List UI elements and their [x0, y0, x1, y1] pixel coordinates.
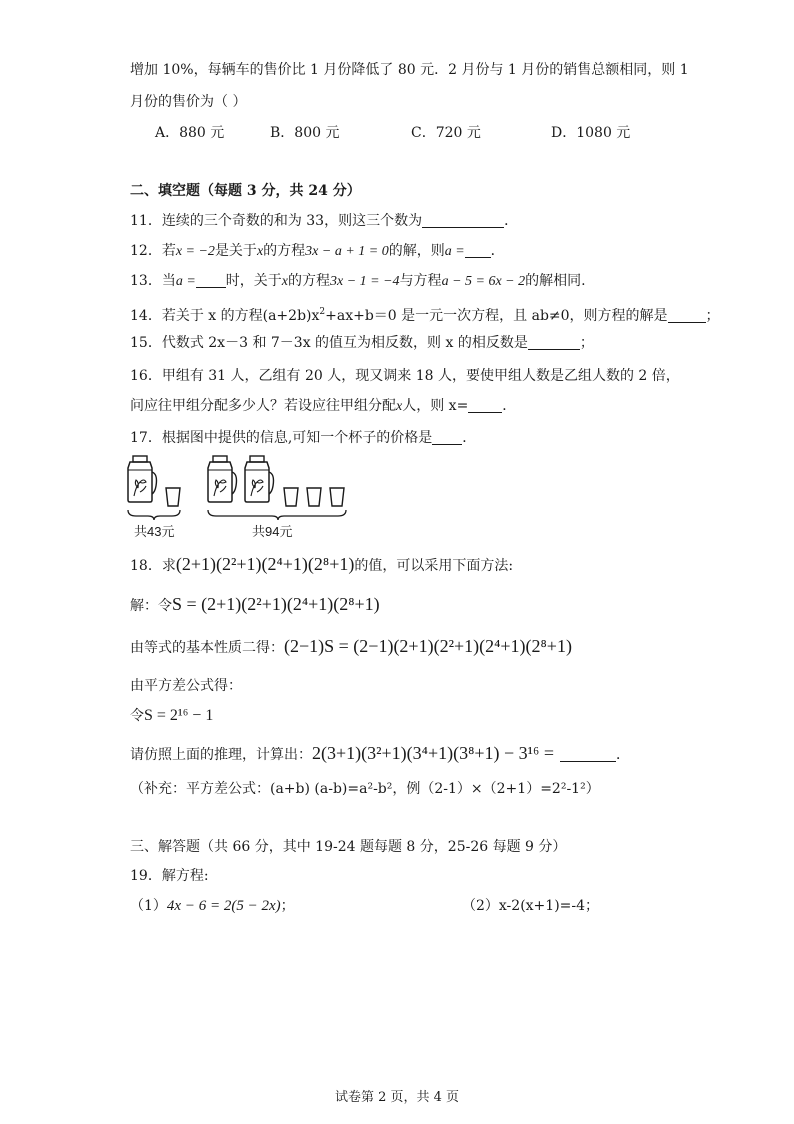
q10-line2: 月份的售价为（ ）: [130, 94, 247, 110]
q18-sol-label: 解：令: [130, 598, 172, 614]
right-total-label: 共94元: [252, 524, 293, 539]
q13-text-5: 的解相同.: [525, 273, 586, 289]
q11-num: 11．: [130, 213, 162, 229]
q14-text-2: +ax+b＝0 是一元一次方程，且 ab≠0，则方程的解是: [325, 308, 668, 324]
q12: [130, 241, 505, 262]
q18-task-label: 请仿照上面的推理，计算出：: [130, 747, 312, 763]
q15-blank: [528, 335, 580, 350]
q14-blank: [668, 308, 706, 323]
q17-blank: [432, 430, 462, 445]
q12-text-1: 若: [161, 243, 176, 259]
q18-sol-expr: S = (2+1)(2²+1)(2⁴+1)(2⁸+1): [172, 594, 380, 614]
q11-blank: [422, 213, 504, 228]
q14: [130, 302, 720, 326]
q11: [130, 211, 518, 231]
q14-end: ；: [705, 308, 720, 324]
q12-blank: [465, 243, 491, 258]
q18-end: ．: [615, 747, 630, 763]
q19-text: 解方程:: [161, 868, 209, 884]
q16-num: 16．: [130, 368, 162, 384]
cup-icon: [307, 488, 321, 506]
q18-intro-b: 的值，可以采用下面方法:: [354, 558, 514, 574]
choice-a: A．880 元: [155, 125, 225, 141]
q15-num: 15．: [130, 335, 162, 351]
q16-text-2: 问应往甲组分配多少人？若设应往甲组分配: [130, 398, 396, 414]
q14-num: 14．: [130, 308, 162, 324]
q14-sup: 2: [319, 307, 326, 317]
q12-expr-1: x = −2: [175, 244, 215, 259]
q12-text-3: 的方程: [263, 243, 306, 259]
q16-text-3: 人，则 x=: [402, 398, 469, 414]
q13-text-2: 时，关于: [225, 273, 282, 289]
q13-text-4: 与方程: [399, 273, 442, 289]
q13-text-3: 的方程: [288, 273, 330, 289]
q18-step3-label: 令: [130, 708, 144, 724]
q14-text-1: 若关于 x 的方程(a+2b)x: [161, 308, 320, 324]
q18-note: （补充：平方差公式：(a+b) (a-b)=a²-b²，例（2-1）×（2+1）=2²-1²）: [130, 781, 600, 797]
q18-step3: [130, 706, 213, 726]
q18-intro-a: 求: [161, 558, 176, 574]
q19: [130, 866, 209, 886]
q18-task: [130, 743, 630, 765]
choice-d: D．1080 元: [551, 125, 631, 141]
q12-var: x: [256, 244, 264, 259]
cup-icon: [284, 488, 298, 506]
q12-text-2: 是关于: [214, 243, 257, 259]
q18-solution: [130, 594, 380, 616]
q18-step3-expr: S = 2¹⁶ − 1: [144, 707, 214, 724]
q15-text: 代数式 2x－3 和 7－3x 的值互为相反数，则 x 的相反数是: [161, 335, 528, 351]
choice-c: C．720 元: [411, 125, 481, 141]
q17: [130, 428, 476, 448]
q18-blank: [560, 747, 616, 762]
q18-product: (2+1)(2²+1)(2⁴+1)(2⁸+1): [175, 554, 355, 574]
q12-expr-3: a =: [444, 244, 465, 259]
q19-part1-expr: 4x − 6 = 2(5 − 2x): [166, 898, 281, 914]
q16-var: x: [396, 399, 403, 414]
q16-text-1: 甲组有 31 人，乙组有 20 人，现又调来 18 人，要使甲组人数是乙组人数的 2 倍，: [161, 368, 680, 384]
q18-step1: [130, 636, 572, 658]
q13-expr-1: a =: [175, 274, 196, 289]
q18-num: 18．: [130, 558, 162, 574]
right-brace: [208, 510, 346, 520]
section3-heading: 三、解答题（共 66 分，其中 19-24 题每题 8 分，25-26 每题 9 分）: [130, 839, 567, 855]
q19-part1-end: ；: [280, 898, 295, 914]
thermos-icon: [128, 456, 157, 502]
q10-line1: 增加 10%，每辆车的售价比 1 月份降低了 80 元．2 月份与 1 月份的销售总额相同，则 1: [130, 62, 689, 78]
cup-icon: [330, 488, 344, 506]
q17-figure: [124, 452, 354, 542]
q15: [130, 333, 594, 353]
q19-part1-label: （1）: [130, 898, 167, 914]
q18-task-expr: 2(3+1)(3²+1)(3⁴+1)(3⁸+1) − 3¹⁶ =: [312, 743, 554, 763]
q19-part2: （2）x-2(x+1)=-4；: [462, 898, 600, 914]
q15-end: ；: [579, 335, 594, 351]
q12-num: 12．: [130, 243, 162, 259]
q12-expr-2: 3x − a + 1 = 0: [305, 244, 389, 259]
q11-end: ．: [504, 213, 519, 229]
q18-step1-expr: (2−1)S = (2−1)(2+1)(2²+1)(2⁴+1)(2⁸+1): [284, 636, 572, 656]
q12-end: ．: [490, 243, 505, 259]
thermos-icon: [245, 456, 274, 502]
q17-end: ．: [462, 430, 477, 446]
cup-icon: [166, 488, 180, 506]
q18-step1-label: 由等式的基本性质二得：: [130, 640, 284, 656]
q17-text: 根据图中提供的信息,可知一个杯子的价格是: [161, 430, 433, 446]
page-footer: 试卷第 2 页，共 4 页: [334, 1090, 460, 1105]
q13-num: 13．: [130, 273, 162, 289]
q16-line1: [130, 366, 680, 386]
q13-text-1: 当: [161, 273, 176, 289]
q13: [130, 271, 586, 292]
q17-num: 17．: [130, 430, 162, 446]
q18-intro: [130, 554, 513, 576]
thermos-icon: [208, 456, 237, 502]
q19-num: 19．: [130, 868, 162, 884]
q12-text-4: 的解，则: [388, 243, 445, 259]
q13-var: x: [281, 274, 288, 289]
left-brace: [128, 510, 180, 520]
left-total-label: 共43元: [134, 524, 175, 539]
q13-expr-3: a − 5 = 6x − 2: [441, 274, 526, 289]
q16-end: ．: [502, 398, 517, 414]
q13-blank: [196, 273, 226, 288]
section2-heading: 二、填空题（每题 3 分，共 24 分）: [130, 183, 361, 199]
q19-part1: [130, 896, 295, 916]
q16-blank: [468, 398, 502, 413]
q11-text: 连续的三个奇数的和为 33，则这三个数为: [161, 213, 423, 229]
choice-b: B．800 元: [270, 125, 340, 141]
q18-step2: 由平方差公式得：: [130, 678, 242, 694]
q13-expr-2: 3x − 1 = −4: [330, 274, 400, 289]
q16-line2: [130, 396, 516, 417]
